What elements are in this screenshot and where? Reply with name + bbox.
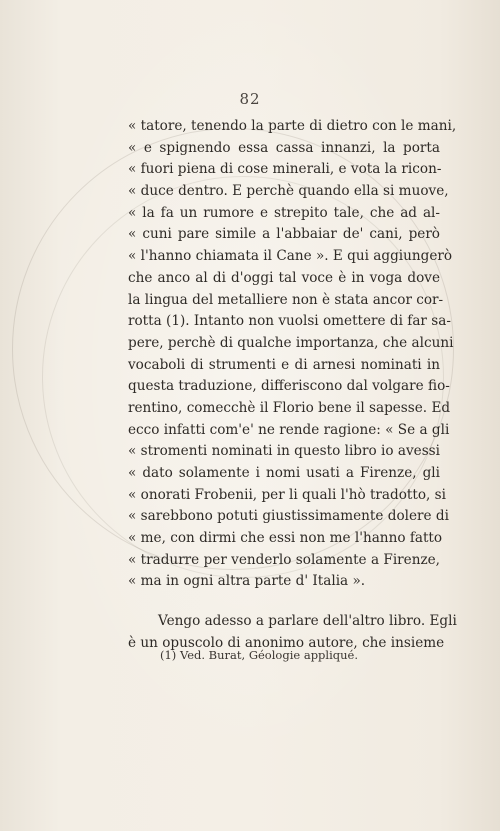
text-line: « duce dentro. E perchè quando ella si muove, (128, 183, 449, 200)
page-number: 82 (239, 90, 261, 108)
text-line: « onorati Frobenii, per li quali l'hò tradotto, si (128, 486, 446, 503)
body-text (128, 116, 457, 655)
text-line: « e spignendo essa cassa innanzi, la porta (128, 139, 440, 156)
paragraph-first-line: Vengo adesso a parlare dell'altro libro. Egli (158, 613, 457, 630)
text-line-last: « ma in ogni altra parte d' Italia ». (128, 573, 366, 590)
text-line: « me, con dirmi che essi non me l'hanno fatto (128, 530, 443, 547)
text-line: questa traduzione, differiscono dal volgare fio- (128, 378, 450, 395)
text-line: « stromenti nominati in questo libro io avessi (128, 443, 440, 460)
text-line: vocaboli di strumenti e di arnesi nominati in (128, 356, 440, 373)
text-line: « dato solamente i nomi usati a Firenze, gli (128, 465, 440, 481)
text-line: « tatore, tenendo la parte di dietro con le mani, (128, 118, 457, 134)
text-line: « l'hanno chiamata il Cane ». E qui aggiungerò (128, 248, 453, 265)
footnote: (1) Ved. Burat, Géologie appliqué. (160, 648, 358, 662)
text-line: « sarebbono potuti giustissimamente dolere di (128, 508, 449, 525)
text-line: è un opuscolo di anonimo autore, che insieme (128, 634, 445, 651)
text-line: « cuni pare simile a l'abbaiar de' cani, però (128, 226, 440, 243)
text-line: « la fa un rumore e strepito tale, che ad al- (128, 204, 440, 221)
text-line: rotta (1). Intanto non vuolsi omettere di far sa- (128, 313, 451, 330)
text-line: la lingua del metalliere non è stata ancor cor- (128, 291, 444, 308)
text-line: « tradurre per venderlo solamente a Firenze, (128, 551, 440, 568)
text-line: rentino, comecchè il Florio bene il sapesse. Ed (128, 399, 451, 416)
text-line: ecco infatti com'e' ne rende ragione: « Se a gli (128, 421, 450, 438)
paragraph-gap (128, 593, 440, 611)
text-line: che anco al di d'oggi tal voce è in voga dove (128, 269, 440, 286)
text-line: « fuori piena di cose minerali, e vota la ricon- (128, 161, 442, 178)
text-line: pere, perchè di qualche importanza, che alcuni (128, 334, 454, 351)
